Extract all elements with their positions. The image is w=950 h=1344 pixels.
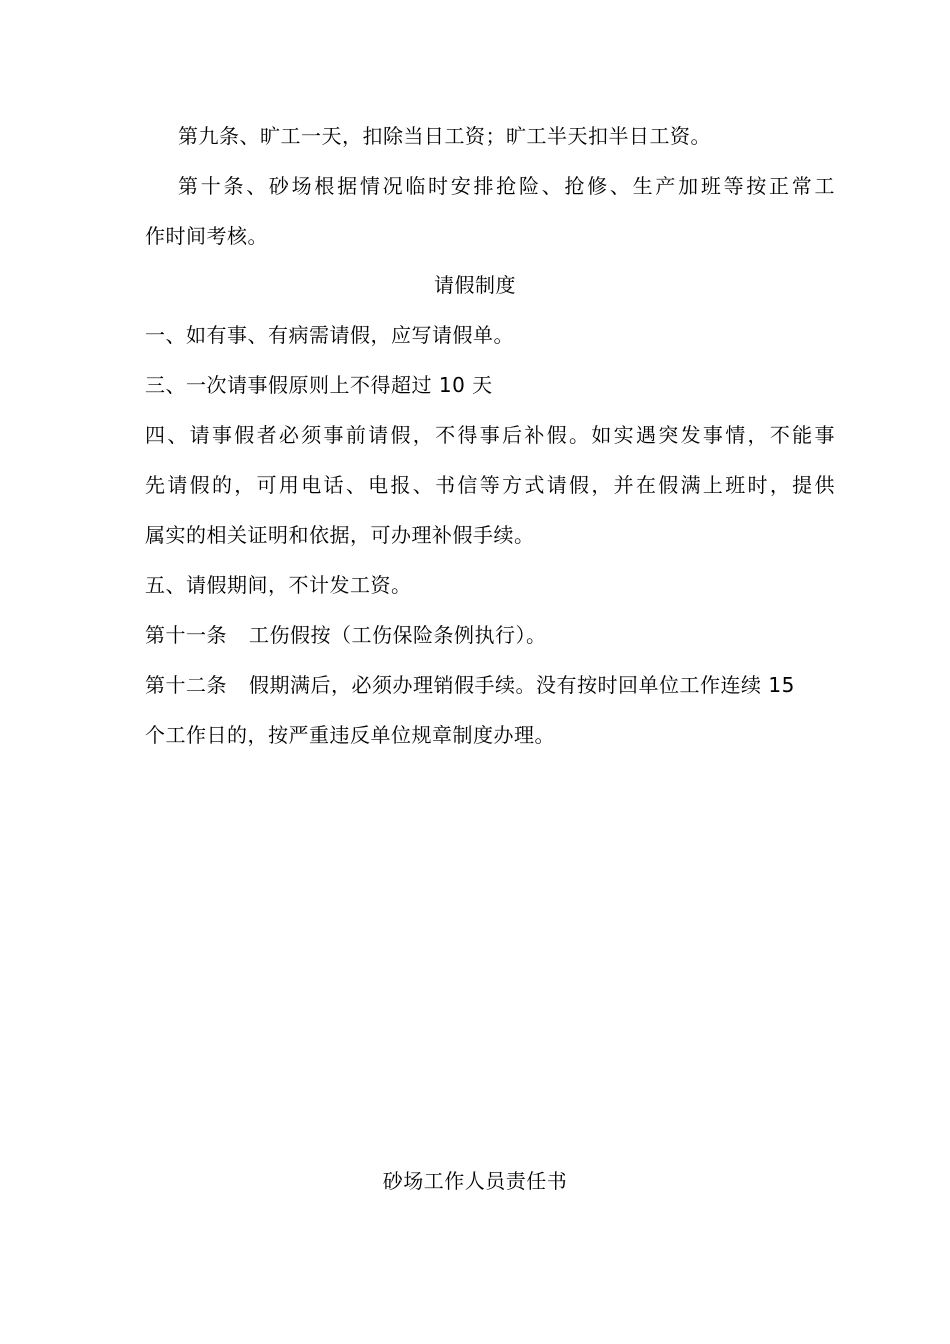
leave-item-4-line-2: 先请假的，可用电话、电报、书信等方式请假，并在假满上班时，提供 [145, 473, 835, 497]
article-9: 第九条、旷工一天，扣除当日工资；旷工半天扣半日工资。 [178, 124, 711, 148]
leave-section-title: 请假制度 [434, 273, 516, 297]
leave-item-4-line-1: 四、请事假者必须事前请假，不得事后补假。如实遇突发事情，不能事 [145, 423, 835, 447]
article-12-line-2: 个工作日的，按严重违反单位规章制度办理。 [145, 723, 555, 747]
leave-item-3: 三、一次请事假原则上不得超过 10 天 [145, 373, 493, 397]
article-11-text: 工伤假按（工伤保险条例执行）。 [249, 623, 547, 647]
article-10-line-1: 第十条、砂场根据情况临时安排抢险、抢修、生产加班等按正常工 [178, 174, 835, 198]
leave-item-1: 一、如有事、有病需请假，应写请假单。 [145, 323, 514, 347]
article-12-line-1 [145, 670, 795, 700]
article-12-label: 第十二条 [145, 673, 227, 697]
article-11 [145, 620, 547, 650]
leave-item-5: 五、请假期间，不计发工资。 [145, 573, 412, 597]
article-10-line-2: 作时间考核。 [145, 224, 268, 248]
leave-item-4-line-3: 属实的相关证明和依据，可办理补假手续。 [145, 523, 535, 547]
responsibility-title: 砂场工作人员责任书 [382, 1169, 568, 1193]
article-11-label: 第十一条 [145, 623, 227, 647]
article-12-text: 假期满后，必须办理销假手续。没有按时回单位工作连续 15 [249, 673, 795, 697]
